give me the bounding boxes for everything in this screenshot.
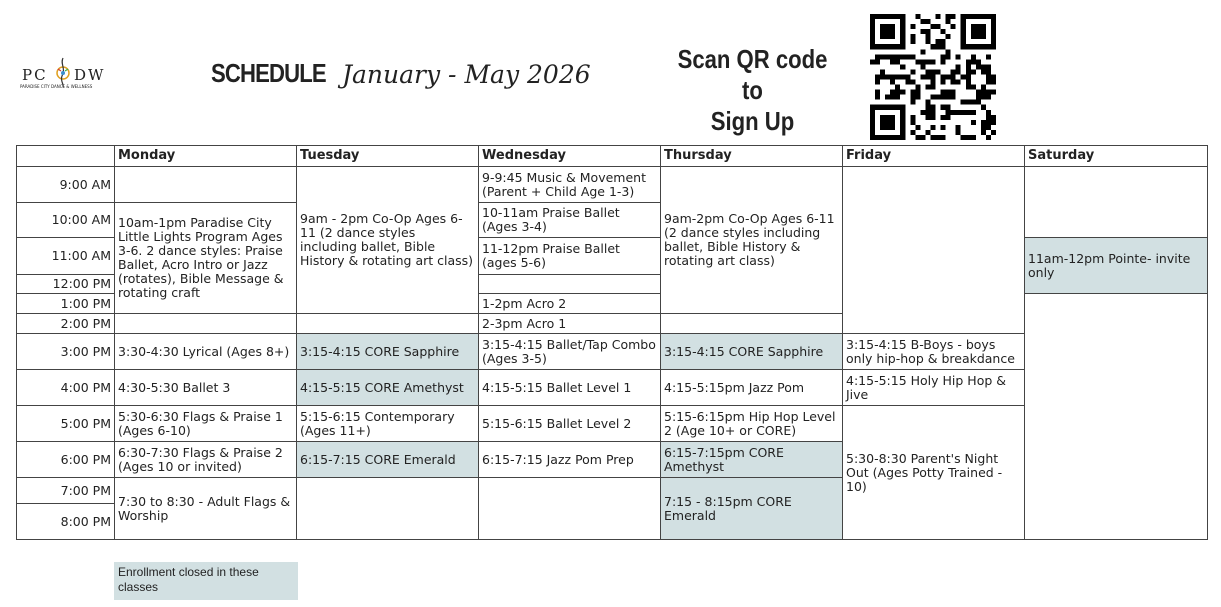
class-cell: 4:15-5:15pm Jazz Pom bbox=[661, 370, 843, 406]
time-label: 1:00 PM bbox=[17, 294, 115, 314]
day-header-monday: Monday bbox=[115, 146, 297, 167]
class-cell: 11-12pm Praise Ballet (ages 5-6) bbox=[479, 238, 661, 275]
time-label: 5:00 PM bbox=[17, 406, 115, 442]
time-label: 2:00 PM bbox=[17, 314, 115, 334]
signup-qr-code[interactable] bbox=[870, 14, 996, 140]
class-cell: 5:30-8:30 Parent's Night Out (Ages Potty Trained - 10) bbox=[843, 406, 1025, 540]
empty-cell bbox=[1025, 294, 1208, 540]
empty-cell bbox=[1025, 167, 1208, 238]
class-cell-closed: 7:15 - 8:15pm CORE Emerald bbox=[661, 478, 843, 540]
schedule-dates: January - May 2026 bbox=[342, 60, 591, 89]
class-cell: 3:15-4:15 Ballet/Tap Combo (Ages 3-5) bbox=[479, 334, 661, 370]
empty-cell bbox=[843, 167, 1025, 334]
class-cell-closed: 6:15-7:15pm CORE Amethyst bbox=[661, 442, 843, 478]
class-cell-closed: 4:15-5:15 CORE Amethyst bbox=[297, 370, 479, 406]
class-cell: 7:30 to 8:30 - Adult Flags & Worship bbox=[115, 478, 297, 540]
day-header-friday: Friday bbox=[843, 146, 1025, 167]
schedule-title: SCHEDULE bbox=[211, 58, 326, 88]
corner-cell bbox=[17, 146, 115, 167]
empty-cell bbox=[479, 478, 661, 540]
logo-subtitle: PARADISE CITY DANCE & WELLNESS bbox=[20, 84, 93, 89]
class-cell: 4:15-5:15 Ballet Level 1 bbox=[479, 370, 661, 406]
time-label: 10:00 AM bbox=[17, 203, 115, 238]
class-cell: 1-2pm Acro 2 bbox=[479, 294, 661, 314]
empty-cell bbox=[115, 314, 297, 334]
studio-logo bbox=[18, 52, 118, 98]
class-cell: 5:30-6:30 Flags & Praise 1 (Ages 6-10) bbox=[115, 406, 297, 442]
qr-prompt bbox=[674, 44, 831, 137]
time-label: 12:00 PM bbox=[17, 275, 115, 294]
time-label: 11:00 AM bbox=[17, 238, 115, 275]
class-cell: 4:15-5:15 Holy Hip Hop & Jive bbox=[843, 370, 1025, 406]
empty-cell bbox=[297, 314, 479, 334]
day-header-wednesday: Wednesday bbox=[479, 146, 661, 167]
day-header-thursday: Thursday bbox=[661, 146, 843, 167]
time-label: 8:00 PM bbox=[17, 504, 115, 540]
class-cell: 3:15-4:15 B-Boys - boys only hip-hop & breakdance bbox=[843, 334, 1025, 370]
time-label: 7:00 PM bbox=[17, 478, 115, 504]
enrollment-closed-legend: Enrollment closed in these classes bbox=[114, 562, 298, 600]
empty-cell bbox=[115, 167, 297, 203]
class-cell: 6:30-7:30 Flags & Praise 2 (Ages 10 or invited) bbox=[115, 442, 297, 478]
class-cell: 5:15-6:15 Contemporary (Ages 11+) bbox=[297, 406, 479, 442]
logo-text-left: PC bbox=[22, 66, 48, 84]
empty-cell bbox=[297, 478, 479, 540]
class-cell: 4:30-5:30 Ballet 3 bbox=[115, 370, 297, 406]
class-cell: 10am-1pm Paradise City Little Lights Program Ages 3-6. 2 dance styles: Praise Ballet, Acro Intro or Jazz (rotates), Bible Message & rotating craft bbox=[115, 203, 297, 314]
day-header-tuesday: Tuesday bbox=[297, 146, 479, 167]
time-label: 3:00 PM bbox=[17, 334, 115, 370]
empty-cell bbox=[661, 314, 843, 334]
empty-cell bbox=[479, 275, 661, 294]
class-cell-closed: 3:15-4:15 CORE Sapphire bbox=[297, 334, 479, 370]
day-header-saturday: Saturday bbox=[1025, 146, 1208, 167]
class-cell-closed: 11am-12pm Pointe- invite only bbox=[1025, 238, 1208, 294]
class-cell: 9-9:45 Music & Movement (Parent + Child Age 1-3) bbox=[479, 167, 661, 203]
class-cell-closed: 3:15-4:15 CORE Sapphire bbox=[661, 334, 843, 370]
qr-prompt-line-1: Scan QR code to bbox=[677, 44, 828, 105]
class-cell: 5:15-6:15pm Hip Hop Level 2 (Age 10+ or CORE) bbox=[661, 406, 843, 442]
time-label: 9:00 AM bbox=[17, 167, 115, 203]
class-cell: 9am - 2pm Co-Op Ages 6-11 (2 dance styles including ballet, Bible History & rotating art class) bbox=[297, 167, 479, 314]
class-cell: 9am-2pm Co-Op Ages 6-11 (2 dance styles including ballet, Bible History & rotating art class) bbox=[661, 167, 843, 314]
schedule-table bbox=[16, 145, 1208, 540]
time-label: 6:00 PM bbox=[17, 442, 115, 478]
class-cell: 6:15-7:15 Jazz Pom Prep bbox=[479, 442, 661, 478]
class-cell: 10-11am Praise Ballet (Ages 3-4) bbox=[479, 203, 661, 238]
class-cell: 3:30-4:30 Lyrical (Ages 8+) bbox=[115, 334, 297, 370]
class-cell: 2-3pm Acro 1 bbox=[479, 314, 661, 334]
class-cell: 5:15-6:15 Ballet Level 2 bbox=[479, 406, 661, 442]
class-cell-closed: 6:15-7:15 CORE Emerald bbox=[297, 442, 479, 478]
qr-prompt-line-2: Sign Up bbox=[710, 106, 795, 136]
logo-text-right: DW bbox=[74, 66, 106, 84]
time-label: 4:00 PM bbox=[17, 370, 115, 406]
